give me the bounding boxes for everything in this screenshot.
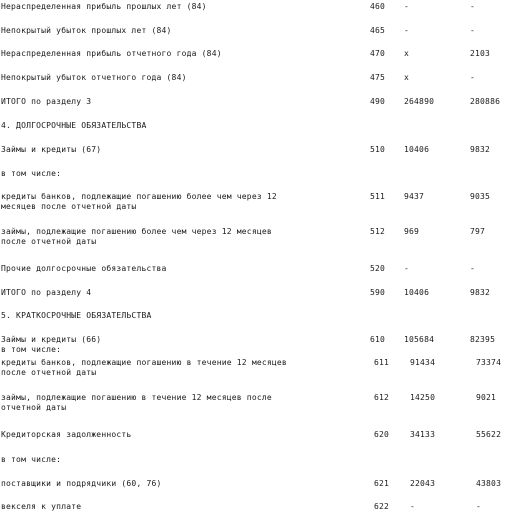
value-start: 969: [404, 227, 420, 236]
row-label: ИТОГО по разделу 3: [1, 97, 92, 106]
row-label: в том числе:: [1, 455, 62, 464]
value-start: 34133: [410, 430, 436, 439]
value-end: 9832: [470, 145, 491, 154]
row-label: Займы и кредиты (66) в том числе:: [1, 335, 102, 354]
row-label: Непокрытый убыток отчетного года (84): [1, 73, 187, 82]
row-code: 610: [370, 335, 386, 344]
row-label: кредиты банков, подлежащие погашению более чем через 12 месяцев после отчетной даты: [1, 192, 277, 211]
value-end: 55622: [476, 430, 502, 439]
value-start: 91434: [410, 358, 436, 367]
row-code: 470: [370, 49, 386, 58]
value-start: 264890: [404, 97, 435, 106]
row-label: займы, подлежащие погашению более чем через 12 месяцев после отчетной даты: [1, 227, 272, 246]
row-code: 511: [370, 192, 386, 201]
value-end: 73374: [476, 358, 502, 367]
row-label: Нераспределенная прибыль отчетного года (84): [1, 49, 222, 58]
row-code: 611: [374, 358, 390, 367]
value-end: 280886: [470, 97, 501, 106]
value-end: -: [470, 73, 476, 82]
row-code: 465: [370, 26, 386, 35]
value-end: 2103: [470, 49, 491, 58]
value-end: -: [476, 502, 482, 511]
row-code: 512: [370, 227, 386, 236]
value-start: -: [404, 264, 410, 273]
row-label: ИТОГО по разделу 4: [1, 288, 92, 297]
value-start: 105684: [404, 335, 435, 344]
value-start: 10406: [404, 288, 430, 297]
value-end: 82395: [470, 335, 496, 344]
row-label: Непокрытый убыток прошлых лет (84): [1, 26, 172, 35]
row-label: Кредиторская задолженность: [1, 430, 132, 439]
row-code: 460: [370, 2, 386, 11]
value-start: 9437: [404, 192, 425, 201]
row-code: 621: [374, 479, 390, 488]
value-end: 797: [470, 227, 486, 236]
row-label: кредиты банков, подлежащие погашению в течение 12 месяцев после отчетной даты: [1, 358, 287, 377]
row-code: 475: [370, 73, 386, 82]
value-start: x: [404, 73, 410, 82]
section-title: 4. ДОЛГОСРОЧНЫЕ ОБЯЗАТЕЛЬСТВА: [1, 121, 147, 130]
row-label: в том числе:: [1, 169, 62, 178]
row-code: 590: [370, 288, 386, 297]
value-start: x: [404, 49, 410, 58]
value-start: 10406: [404, 145, 430, 154]
value-end: 9035: [470, 192, 491, 201]
value-end: 9021: [476, 393, 497, 402]
value-end: -: [470, 264, 476, 273]
row-code: 510: [370, 145, 386, 154]
value-end: -: [470, 26, 476, 35]
row-code: 620: [374, 430, 390, 439]
section-title: 5. КРАТКОСРОЧНЫЕ ОБЯЗАТЕЛЬСТВА: [1, 311, 152, 320]
value-start: 14250: [410, 393, 436, 402]
value-end: 43803: [476, 479, 502, 488]
value-end: -: [470, 2, 476, 11]
row-code: 622: [374, 502, 390, 511]
row-label: поставщики и подрядчики (60, 76): [1, 479, 162, 488]
value-end: 9832: [470, 288, 491, 297]
value-start: -: [404, 2, 410, 11]
value-start: -: [404, 26, 410, 35]
value-start: 22043: [410, 479, 436, 488]
row-label: Нераспределенная прибыль прошлых лет (84): [1, 2, 207, 11]
row-label: займы, подлежащие погашению в течение 12 месяцев после отчетной даты: [1, 393, 272, 412]
row-code: 490: [370, 97, 386, 106]
row-label: векселя к уплате: [1, 502, 82, 511]
row-label: Займы и кредиты (67): [1, 145, 102, 154]
row-code: 612: [374, 393, 390, 402]
row-label: Прочие долгосрочные обязательства: [1, 264, 167, 273]
row-code: 520: [370, 264, 386, 273]
value-start: -: [410, 502, 416, 511]
